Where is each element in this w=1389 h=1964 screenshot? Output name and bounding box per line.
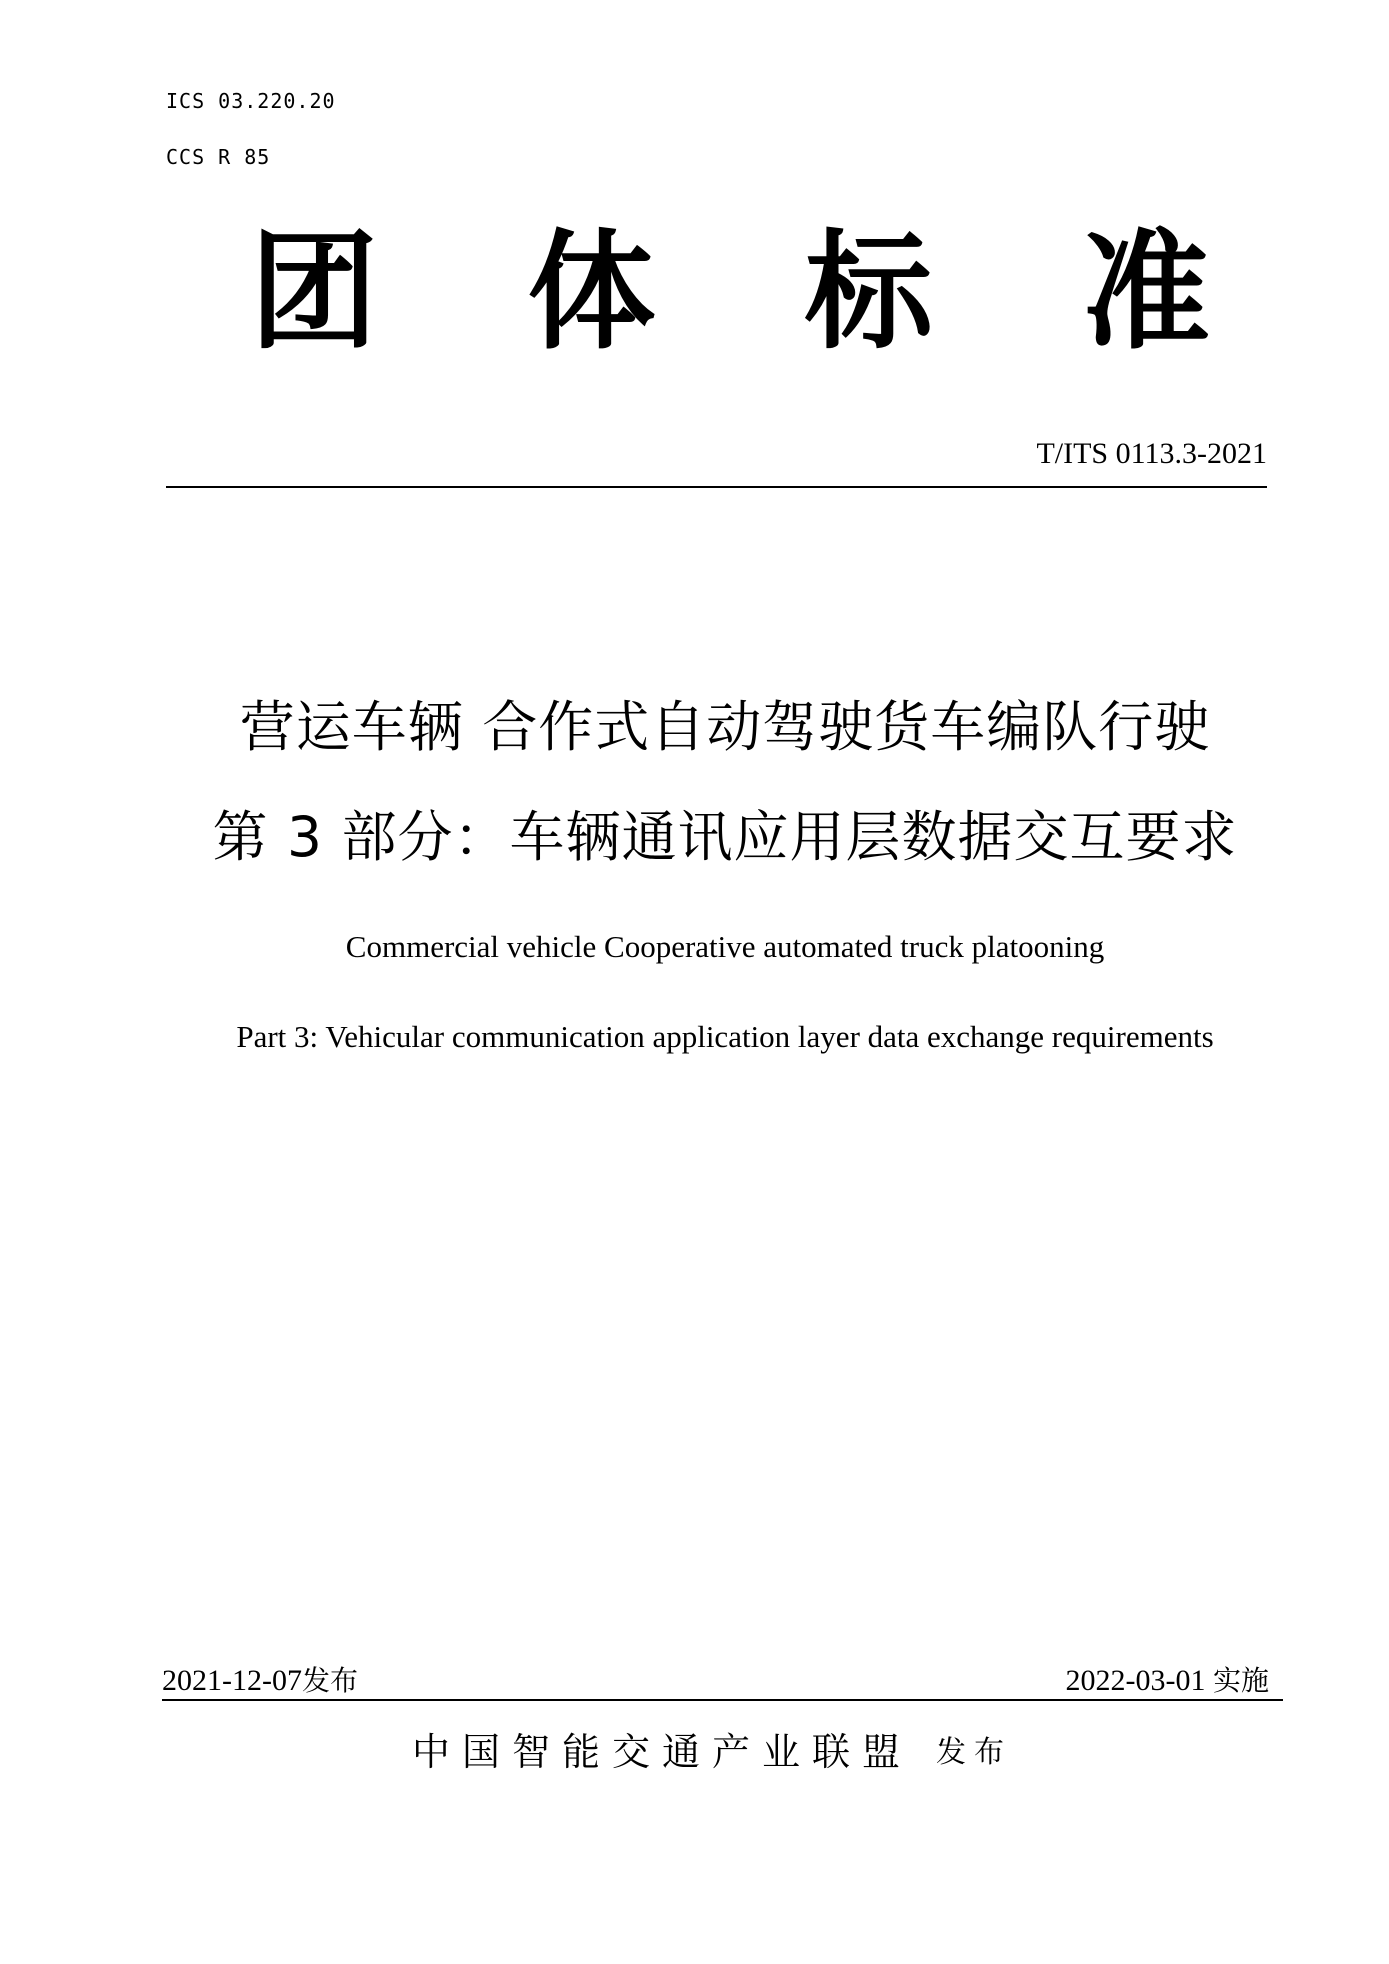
- bottom-divider: [162, 1699, 1283, 1701]
- document-type-title: [250, 218, 1210, 368]
- document-type-char: 体: [527, 218, 656, 367]
- ccs-code: CCS R 85: [166, 145, 271, 169]
- document-type-char: 准: [1081, 218, 1210, 367]
- chinese-title-line-2: 第 3 部分：车辆通讯应用层数据交互要求: [212, 805, 1238, 869]
- issue-date-value: 2021-12-07: [162, 1664, 302, 1697]
- implementation-date: [1066, 1659, 1270, 1699]
- standard-number: T/ITS 0113.3-2021: [1036, 437, 1267, 470]
- publisher-name: 中国智能交通产业联盟: [412, 1730, 913, 1774]
- issue-date-label: 发布: [301, 1664, 358, 1697]
- english-title-line-1: Commercial vehicle Cooperative automated truck platooning: [345, 929, 1105, 964]
- implementation-date-label: 实施: [1212, 1664, 1269, 1697]
- issue-date: [162, 1659, 358, 1699]
- ics-code: ICS 03.220.20: [166, 89, 336, 113]
- chinese-title-line-1: 营运车辆 合作式自动驾驶货车编队行驶: [239, 695, 1211, 759]
- document-type-char: 标: [804, 218, 933, 367]
- english-title-line-2: Part 3: Vehicular communication application layer data exchange requirements: [236, 1019, 1214, 1054]
- implementation-date-value: 2022-03-01: [1065, 1664, 1206, 1697]
- top-divider: [166, 486, 1267, 488]
- document-type-char: 团: [250, 218, 379, 367]
- publish-label: 发布: [936, 1735, 1012, 1770]
